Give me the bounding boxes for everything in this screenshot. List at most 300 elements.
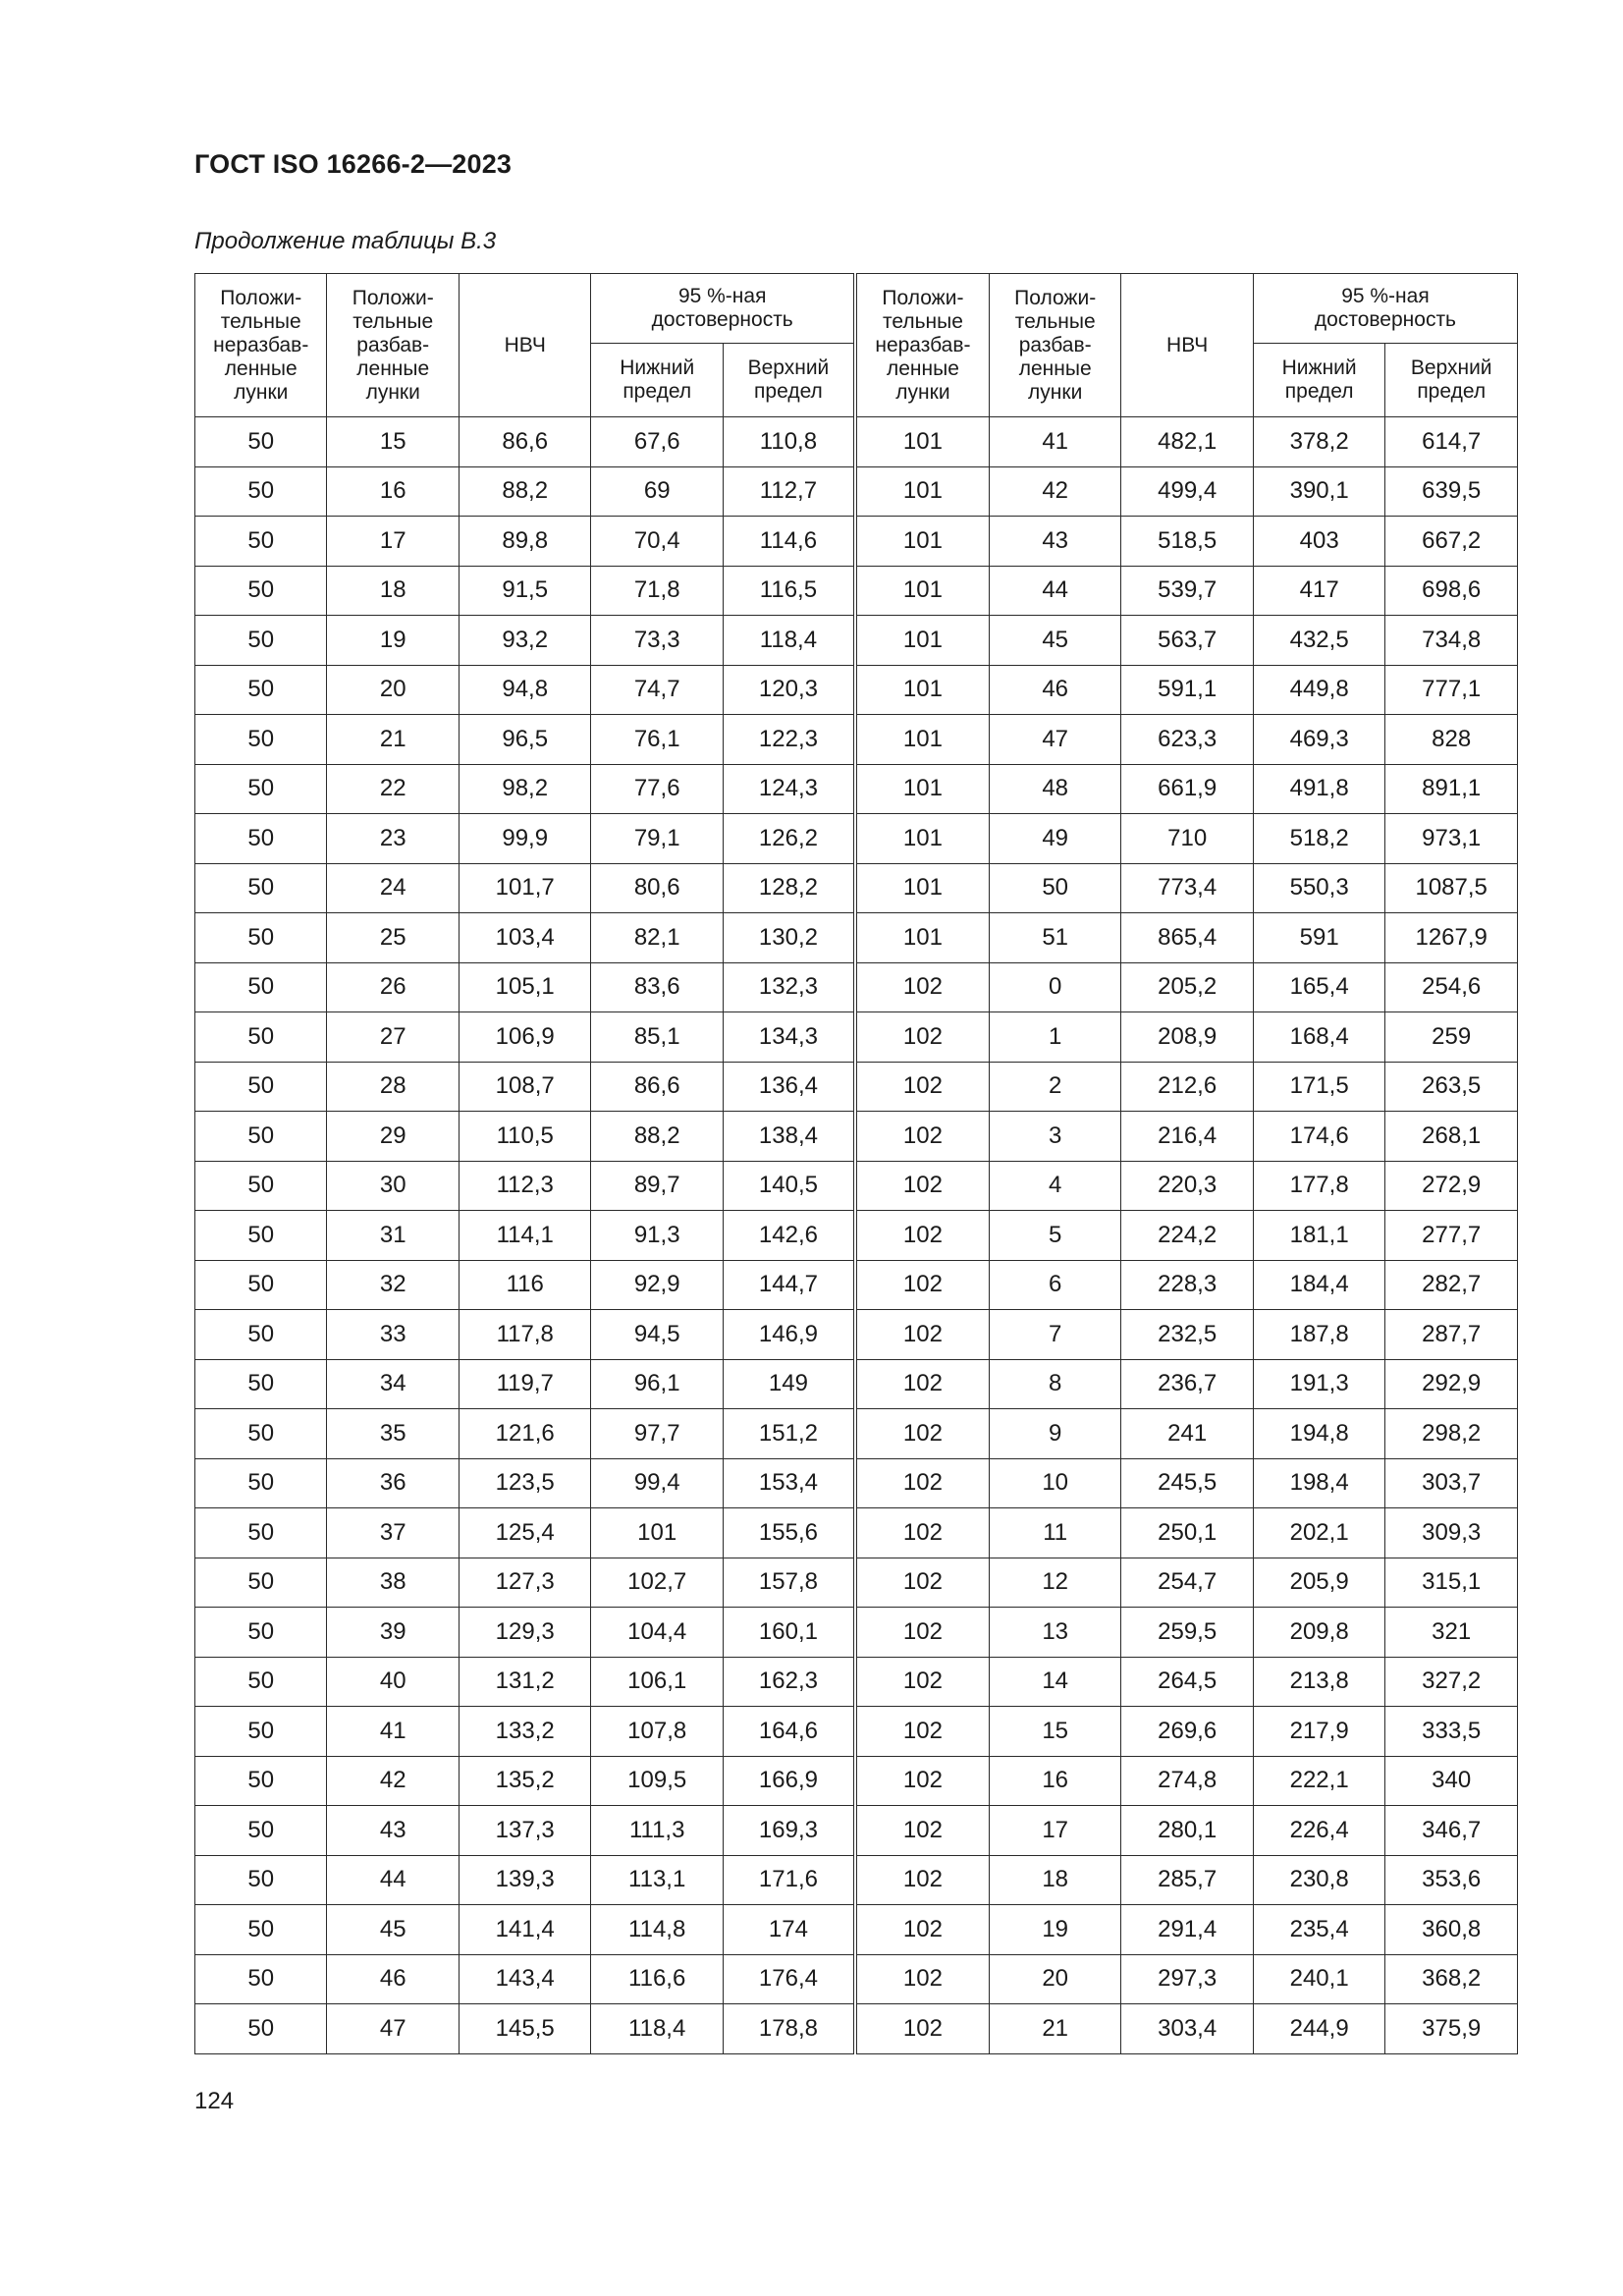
cell-mpn: 129,3	[459, 1608, 590, 1658]
cell-mpn: 591,1	[1121, 665, 1253, 715]
cell-mpn: 623,3	[1121, 715, 1253, 765]
cell-lower-limit: 74,7	[591, 665, 723, 715]
cell-mpn: 145,5	[459, 2004, 590, 2054]
table-row	[195, 814, 1518, 864]
cell-lower-limit: 106,1	[591, 1657, 723, 1707]
cell-mpn: 98,2	[459, 764, 590, 814]
page-number: 124	[194, 2088, 235, 2114]
cell-upper-limit: 166,9	[723, 1756, 855, 1806]
cell-upper-limit: 116,5	[723, 566, 855, 616]
cell-positive-undiluted: 101	[855, 466, 990, 517]
header-text: Нижний предел	[620, 356, 695, 404]
header-lower-limit	[1253, 344, 1384, 417]
cell-positive-undiluted: 50	[195, 1756, 327, 1806]
cell-lower-limit: 174,6	[1253, 1112, 1384, 1162]
table-row	[195, 517, 1518, 567]
header-confidence	[1253, 274, 1517, 344]
cell-mpn: 141,4	[459, 1905, 590, 1955]
cell-lower-limit: 86,6	[591, 1062, 723, 1112]
cell-lower-limit: 109,5	[591, 1756, 723, 1806]
cell-positive-undiluted: 50	[195, 665, 327, 715]
cell-positive-diluted: 29	[327, 1112, 459, 1162]
cell-positive-undiluted: 102	[855, 1359, 990, 1409]
cell-positive-diluted: 35	[327, 1409, 459, 1459]
cell-positive-diluted: 43	[989, 517, 1120, 567]
cell-lower-limit: 417	[1253, 566, 1384, 616]
cell-lower-limit: 76,1	[591, 715, 723, 765]
cell-lower-limit: 82,1	[591, 913, 723, 963]
cell-lower-limit: 71,8	[591, 566, 723, 616]
cell-upper-limit: 169,3	[723, 1806, 855, 1856]
cell-mpn: 133,2	[459, 1707, 590, 1757]
header-positive-diluted	[327, 274, 459, 417]
cell-upper-limit: 353,6	[1385, 1855, 1518, 1905]
document-title: ГОСТ ISO 16266-2—2023	[194, 149, 513, 179]
cell-mpn: 280,1	[1121, 1806, 1253, 1856]
cell-upper-limit: 178,8	[723, 2004, 855, 2054]
cell-positive-diluted: 4	[989, 1161, 1120, 1211]
cell-lower-limit: 217,9	[1253, 1707, 1384, 1757]
cell-lower-limit: 390,1	[1253, 466, 1384, 517]
cell-upper-limit: 321	[1385, 1608, 1518, 1658]
cell-upper-limit: 134,3	[723, 1012, 855, 1063]
cell-positive-diluted: 18	[327, 566, 459, 616]
cell-lower-limit: 107,8	[591, 1707, 723, 1757]
cell-upper-limit: 973,1	[1385, 814, 1518, 864]
cell-mpn: 121,6	[459, 1409, 590, 1459]
cell-positive-undiluted: 50	[195, 1062, 327, 1112]
cell-positive-diluted: 16	[327, 466, 459, 517]
cell-upper-limit: 360,8	[1385, 1905, 1518, 1955]
cell-positive-undiluted: 50	[195, 1558, 327, 1608]
cell-upper-limit: 259	[1385, 1012, 1518, 1063]
cell-lower-limit: 226,4	[1253, 1806, 1384, 1856]
table-row	[195, 1062, 1518, 1112]
cell-upper-limit: 340	[1385, 1756, 1518, 1806]
cell-upper-limit: 164,6	[723, 1707, 855, 1757]
cell-lower-limit: 518,2	[1253, 814, 1384, 864]
cell-positive-diluted: 47	[327, 2004, 459, 2054]
table-row	[195, 1954, 1518, 2004]
cell-positive-undiluted: 50	[195, 764, 327, 814]
cell-upper-limit: 375,9	[1385, 2004, 1518, 2054]
table-row	[195, 1806, 1518, 1856]
cell-positive-undiluted: 50	[195, 566, 327, 616]
cell-mpn: 205,2	[1121, 962, 1253, 1012]
cell-positive-undiluted: 102	[855, 1112, 990, 1162]
cell-upper-limit: 1087,5	[1385, 863, 1518, 913]
cell-positive-undiluted: 102	[855, 1657, 990, 1707]
cell-positive-diluted: 8	[989, 1359, 1120, 1409]
header-text: Положи- тельные неразбав- ленные лунки	[875, 286, 971, 404]
cell-mpn: 228,3	[1121, 1260, 1253, 1310]
table-row	[195, 566, 1518, 616]
cell-positive-diluted: 46	[989, 665, 1120, 715]
table-row	[195, 1260, 1518, 1310]
cell-positive-diluted: 31	[327, 1211, 459, 1261]
cell-positive-undiluted: 50	[195, 1905, 327, 1955]
cell-lower-limit: 67,6	[591, 417, 723, 467]
cell-positive-diluted: 27	[327, 1012, 459, 1063]
cell-positive-diluted: 28	[327, 1062, 459, 1112]
cell-positive-undiluted: 101	[855, 715, 990, 765]
table-row	[195, 863, 1518, 913]
cell-mpn: 114,1	[459, 1211, 590, 1261]
cell-upper-limit: 138,4	[723, 1112, 855, 1162]
cell-positive-diluted: 2	[989, 1062, 1120, 1112]
cell-positive-undiluted: 50	[195, 1855, 327, 1905]
cell-mpn: 865,4	[1121, 913, 1253, 963]
cell-mpn: 220,3	[1121, 1161, 1253, 1211]
cell-positive-diluted: 30	[327, 1161, 459, 1211]
cell-mpn: 125,4	[459, 1508, 590, 1558]
table-row	[195, 1012, 1518, 1063]
cell-lower-limit: 96,1	[591, 1359, 723, 1409]
cell-lower-limit: 222,1	[1253, 1756, 1384, 1806]
header-text: 95 %-ная достоверность	[651, 285, 793, 332]
cell-mpn: 116	[459, 1260, 590, 1310]
cell-positive-undiluted: 102	[855, 1905, 990, 1955]
cell-positive-undiluted: 102	[855, 1855, 990, 1905]
cell-positive-undiluted: 50	[195, 517, 327, 567]
cell-upper-limit: 144,7	[723, 1260, 855, 1310]
cell-lower-limit: 89,7	[591, 1161, 723, 1211]
cell-lower-limit: 378,2	[1253, 417, 1384, 467]
cell-mpn: 93,2	[459, 616, 590, 666]
cell-positive-diluted: 38	[327, 1558, 459, 1608]
header-text: Нижний предел	[1281, 356, 1357, 404]
cell-positive-undiluted: 50	[195, 1608, 327, 1658]
cell-mpn: 105,1	[459, 962, 590, 1012]
cell-mpn: 250,1	[1121, 1508, 1253, 1558]
cell-positive-diluted: 43	[327, 1806, 459, 1856]
cell-lower-limit: 83,6	[591, 962, 723, 1012]
cell-positive-diluted: 1	[989, 1012, 1120, 1063]
cell-upper-limit: 254,6	[1385, 962, 1518, 1012]
cell-positive-diluted: 47	[989, 715, 1120, 765]
cell-positive-diluted: 0	[989, 962, 1120, 1012]
cell-mpn: 137,3	[459, 1806, 590, 1856]
table-row	[195, 715, 1518, 765]
cell-upper-limit: 282,7	[1385, 1260, 1518, 1310]
cell-lower-limit: 171,5	[1253, 1062, 1384, 1112]
cell-upper-limit: 122,3	[723, 715, 855, 765]
cell-positive-undiluted: 102	[855, 1608, 990, 1658]
cell-upper-limit: 142,6	[723, 1211, 855, 1261]
table-row	[195, 1458, 1518, 1508]
cell-positive-undiluted: 102	[855, 1062, 990, 1112]
cell-positive-undiluted: 50	[195, 1458, 327, 1508]
cell-lower-limit: 235,4	[1253, 1905, 1384, 1955]
cell-positive-undiluted: 50	[195, 466, 327, 517]
table-row	[195, 616, 1518, 666]
table-row	[195, 962, 1518, 1012]
cell-mpn: 563,7	[1121, 616, 1253, 666]
cell-upper-limit: 132,3	[723, 962, 855, 1012]
cell-positive-diluted: 37	[327, 1508, 459, 1558]
cell-upper-limit: 160,1	[723, 1608, 855, 1658]
cell-positive-diluted: 20	[989, 1954, 1120, 2004]
cell-upper-limit: 118,4	[723, 616, 855, 666]
header-text: Положи- тельные разбав- ленные лунки	[1014, 286, 1097, 404]
cell-upper-limit: 263,5	[1385, 1062, 1518, 1112]
table-row	[195, 2004, 1518, 2054]
cell-upper-limit: 828	[1385, 715, 1518, 765]
cell-lower-limit: 69	[591, 466, 723, 517]
cell-mpn: 94,8	[459, 665, 590, 715]
header-positive-undiluted	[855, 274, 990, 417]
cell-positive-undiluted: 101	[855, 616, 990, 666]
cell-positive-undiluted: 102	[855, 1012, 990, 1063]
cell-mpn: 285,7	[1121, 1855, 1253, 1905]
cell-upper-limit: 891,1	[1385, 764, 1518, 814]
cell-upper-limit: 287,7	[1385, 1310, 1518, 1360]
cell-mpn: 245,5	[1121, 1458, 1253, 1508]
cell-mpn: 482,1	[1121, 417, 1253, 467]
cell-upper-limit: 272,9	[1385, 1161, 1518, 1211]
cell-upper-limit: 333,5	[1385, 1707, 1518, 1757]
cell-positive-undiluted: 102	[855, 1211, 990, 1261]
cell-upper-limit: 130,2	[723, 913, 855, 963]
cell-mpn: 274,8	[1121, 1756, 1253, 1806]
table-row	[195, 665, 1518, 715]
cell-positive-diluted: 16	[989, 1756, 1120, 1806]
table-row	[195, 1707, 1518, 1757]
cell-positive-undiluted: 101	[855, 665, 990, 715]
cell-upper-limit: 777,1	[1385, 665, 1518, 715]
cell-positive-diluted: 18	[989, 1855, 1120, 1905]
cell-positive-diluted: 14	[989, 1657, 1120, 1707]
cell-lower-limit: 244,9	[1253, 2004, 1384, 2054]
cell-upper-limit: 614,7	[1385, 417, 1518, 467]
cell-upper-limit: 128,2	[723, 863, 855, 913]
header-confidence	[591, 274, 855, 344]
table-header	[195, 274, 1518, 417]
cell-upper-limit: 140,5	[723, 1161, 855, 1211]
header-positive-diluted	[989, 274, 1120, 417]
cell-positive-diluted: 21	[327, 715, 459, 765]
cell-positive-diluted: 6	[989, 1260, 1120, 1310]
cell-positive-diluted: 48	[989, 764, 1120, 814]
cell-positive-undiluted: 101	[855, 517, 990, 567]
cell-upper-limit: 149	[723, 1359, 855, 1409]
cell-lower-limit: 184,4	[1253, 1260, 1384, 1310]
cell-lower-limit: 80,6	[591, 863, 723, 913]
cell-lower-limit: 88,2	[591, 1112, 723, 1162]
cell-upper-limit: 136,4	[723, 1062, 855, 1112]
cell-upper-limit: 298,2	[1385, 1409, 1518, 1459]
cell-mpn: 143,4	[459, 1954, 590, 2004]
cell-upper-limit: 639,5	[1385, 466, 1518, 517]
header-positive-undiluted	[195, 274, 327, 417]
cell-lower-limit: 469,3	[1253, 715, 1384, 765]
cell-upper-limit: 155,6	[723, 1508, 855, 1558]
header-mpn	[459, 274, 590, 417]
cell-positive-undiluted: 50	[195, 1112, 327, 1162]
cell-positive-undiluted: 102	[855, 1954, 990, 2004]
cell-positive-undiluted: 101	[855, 764, 990, 814]
cell-mpn: 88,2	[459, 466, 590, 517]
cell-mpn: 291,4	[1121, 1905, 1253, 1955]
cell-positive-diluted: 3	[989, 1112, 1120, 1162]
cell-lower-limit: 97,7	[591, 1409, 723, 1459]
table-caption: Продолжение таблицы В.3	[194, 228, 497, 254]
cell-lower-limit: 111,3	[591, 1806, 723, 1856]
cell-lower-limit: 79,1	[591, 814, 723, 864]
cell-positive-undiluted: 101	[855, 863, 990, 913]
cell-mpn: 518,5	[1121, 517, 1253, 567]
cell-positive-diluted: 45	[327, 1905, 459, 1955]
cell-lower-limit: 205,9	[1253, 1558, 1384, 1608]
cell-lower-limit: 213,8	[1253, 1657, 1384, 1707]
cell-upper-limit: 174	[723, 1905, 855, 1955]
cell-positive-undiluted: 50	[195, 417, 327, 467]
cell-lower-limit: 202,1	[1253, 1508, 1384, 1558]
cell-positive-undiluted: 50	[195, 715, 327, 765]
cell-mpn: 208,9	[1121, 1012, 1253, 1063]
cell-upper-limit: 734,8	[1385, 616, 1518, 666]
cell-positive-undiluted: 50	[195, 1508, 327, 1558]
cell-mpn: 236,7	[1121, 1359, 1253, 1409]
cell-lower-limit: 550,3	[1253, 863, 1384, 913]
cell-positive-undiluted: 50	[195, 1409, 327, 1459]
cell-positive-undiluted: 50	[195, 1310, 327, 1360]
table-row	[195, 1211, 1518, 1261]
cell-positive-diluted: 44	[989, 566, 1120, 616]
cell-mpn: 117,8	[459, 1310, 590, 1360]
cell-positive-diluted: 13	[989, 1608, 1120, 1658]
cell-lower-limit: 209,8	[1253, 1608, 1384, 1658]
header-text: Верхний предел	[1410, 356, 1492, 404]
table-row	[195, 1657, 1518, 1707]
cell-positive-diluted: 10	[989, 1458, 1120, 1508]
table-row	[195, 1310, 1518, 1360]
table-row	[195, 1905, 1518, 1955]
cell-lower-limit: 403	[1253, 517, 1384, 567]
cell-mpn: 661,9	[1121, 764, 1253, 814]
cell-upper-limit: 120,3	[723, 665, 855, 715]
cell-positive-undiluted: 50	[195, 1161, 327, 1211]
cell-mpn: 216,4	[1121, 1112, 1253, 1162]
cell-lower-limit: 187,8	[1253, 1310, 1384, 1360]
cell-lower-limit: 591	[1253, 913, 1384, 963]
cell-positive-undiluted: 50	[195, 1012, 327, 1063]
cell-mpn: 127,3	[459, 1558, 590, 1608]
cell-mpn: 99,9	[459, 814, 590, 864]
cell-positive-undiluted: 50	[195, 863, 327, 913]
cell-mpn: 259,5	[1121, 1608, 1253, 1658]
cell-positive-diluted: 41	[327, 1707, 459, 1757]
cell-upper-limit: 146,9	[723, 1310, 855, 1360]
cell-upper-limit: 151,2	[723, 1409, 855, 1459]
cell-mpn: 119,7	[459, 1359, 590, 1409]
cell-lower-limit: 73,3	[591, 616, 723, 666]
cell-positive-undiluted: 102	[855, 1756, 990, 1806]
cell-positive-undiluted: 50	[195, 1954, 327, 2004]
cell-positive-diluted: 22	[327, 764, 459, 814]
cell-positive-diluted: 40	[327, 1657, 459, 1707]
cell-positive-diluted: 46	[327, 1954, 459, 2004]
cell-mpn: 110,5	[459, 1112, 590, 1162]
cell-positive-diluted: 19	[327, 616, 459, 666]
cell-lower-limit: 92,9	[591, 1260, 723, 1310]
cell-positive-undiluted: 50	[195, 1707, 327, 1757]
cell-positive-diluted: 11	[989, 1508, 1120, 1558]
cell-mpn: 212,6	[1121, 1062, 1253, 1112]
cell-mpn: 108,7	[459, 1062, 590, 1112]
cell-mpn: 303,4	[1121, 2004, 1253, 2054]
cell-mpn: 499,4	[1121, 466, 1253, 517]
cell-upper-limit: 153,4	[723, 1458, 855, 1508]
cell-mpn: 96,5	[459, 715, 590, 765]
cell-positive-diluted: 34	[327, 1359, 459, 1409]
table-row	[195, 1855, 1518, 1905]
header-upper-limit	[1385, 344, 1518, 417]
cell-lower-limit: 449,8	[1253, 665, 1384, 715]
cell-lower-limit: 114,8	[591, 1905, 723, 1955]
table-row	[195, 1112, 1518, 1162]
header-text: 95 %-ная достоверность	[1314, 285, 1456, 332]
cell-upper-limit: 124,3	[723, 764, 855, 814]
cell-positive-undiluted: 102	[855, 962, 990, 1012]
cell-upper-limit: 157,8	[723, 1558, 855, 1608]
cell-upper-limit: 368,2	[1385, 1954, 1518, 2004]
cell-positive-diluted: 25	[327, 913, 459, 963]
cell-positive-diluted: 19	[989, 1905, 1120, 1955]
cell-upper-limit: 126,2	[723, 814, 855, 864]
cell-positive-diluted: 12	[989, 1558, 1120, 1608]
cell-positive-undiluted: 102	[855, 1806, 990, 1856]
cell-lower-limit: 70,4	[591, 517, 723, 567]
cell-positive-diluted: 7	[989, 1310, 1120, 1360]
cell-positive-diluted: 51	[989, 913, 1120, 963]
cell-positive-diluted: 42	[327, 1756, 459, 1806]
table-row	[195, 466, 1518, 517]
cell-positive-undiluted: 50	[195, 1657, 327, 1707]
cell-lower-limit: 198,4	[1253, 1458, 1384, 1508]
cell-upper-limit: 277,7	[1385, 1211, 1518, 1261]
cell-lower-limit: 99,4	[591, 1458, 723, 1508]
cell-positive-undiluted: 50	[195, 1211, 327, 1261]
cell-lower-limit: 101	[591, 1508, 723, 1558]
header-upper-limit	[723, 344, 855, 417]
cell-upper-limit: 346,7	[1385, 1806, 1518, 1856]
header-text: НВЧ	[1166, 333, 1209, 356]
cell-positive-undiluted: 50	[195, 962, 327, 1012]
cell-upper-limit: 303,7	[1385, 1458, 1518, 1508]
cell-positive-diluted: 49	[989, 814, 1120, 864]
cell-positive-undiluted: 50	[195, 1260, 327, 1310]
cell-upper-limit: 292,9	[1385, 1359, 1518, 1409]
cell-mpn: 539,7	[1121, 566, 1253, 616]
cell-positive-undiluted: 50	[195, 1806, 327, 1856]
cell-positive-undiluted: 102	[855, 1409, 990, 1459]
cell-positive-undiluted: 50	[195, 814, 327, 864]
header-text: Положи- тельные разбав- ленные лунки	[352, 286, 434, 404]
cell-positive-undiluted: 102	[855, 1558, 990, 1608]
cell-mpn: 91,5	[459, 566, 590, 616]
cell-upper-limit: 110,8	[723, 417, 855, 467]
cell-positive-diluted: 45	[989, 616, 1120, 666]
cell-upper-limit: 315,1	[1385, 1558, 1518, 1608]
cell-lower-limit: 240,1	[1253, 1954, 1384, 2004]
data-table	[194, 273, 1518, 2054]
cell-lower-limit: 104,4	[591, 1608, 723, 1658]
cell-positive-diluted: 26	[327, 962, 459, 1012]
table-row	[195, 1161, 1518, 1211]
cell-mpn: 297,3	[1121, 1954, 1253, 2004]
cell-positive-diluted: 17	[989, 1806, 1120, 1856]
